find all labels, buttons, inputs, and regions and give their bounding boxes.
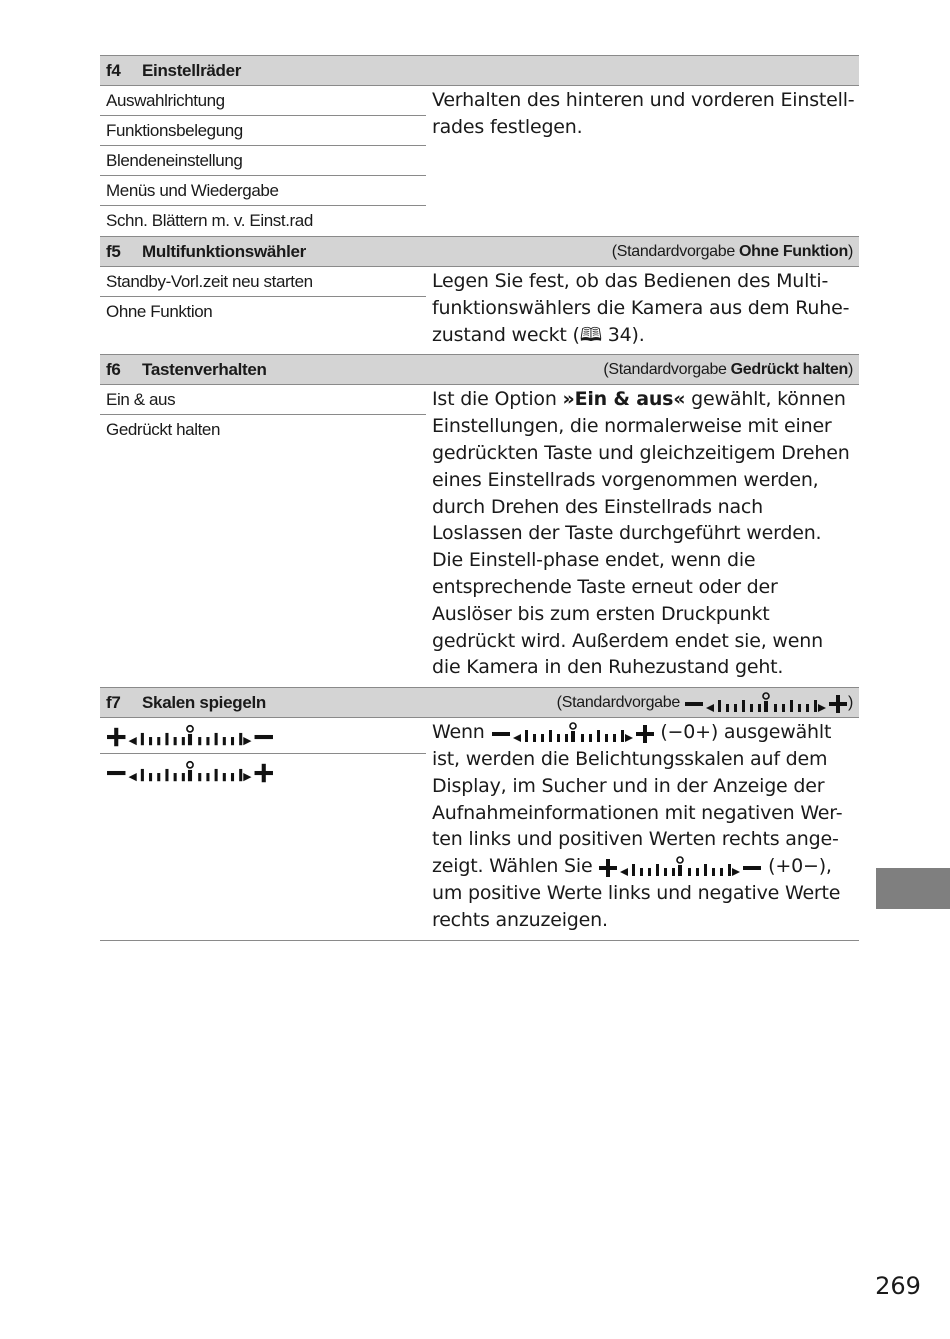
exposure-scale-minus-left-icon <box>106 759 274 785</box>
page-number: 269 <box>875 1272 921 1300</box>
section-header-f7 <box>100 688 859 718</box>
default-setting <box>557 692 853 714</box>
default-label: (Standardvorgabe <box>611 242 735 260</box>
exposure-scale-minus-left-icon <box>491 722 655 744</box>
description-text: Wenn <box>432 721 485 744</box>
section-body-f5 <box>100 267 859 355</box>
section-code: f6 <box>106 359 121 379</box>
description-text: (+0−), um positive Werte links und negative Werte rechts anzuzeigen. <box>432 855 841 931</box>
option-item-plus-left <box>100 718 426 754</box>
option-description: Verhalten des hinteren und vorderen Einstell-rades festlegen. <box>432 89 855 138</box>
default-value: Gedrückt halten <box>730 360 848 378</box>
option-list <box>100 385 426 687</box>
chapter-tab <box>876 868 950 909</box>
section-header-f4 <box>100 56 859 86</box>
option-item: Menüs und Wiedergabe <box>100 176 426 206</box>
description-text: gewählt, können Einstellungen, die normalerweise mit einer gedrückten Taste und gleichzeitigem Drehen eines Einstellrads vorgenommen werden, durch Drehen des Einstellrads nach Loslassen der Taste durchgeführt werden. Die Einstell-phase endet, wenn die entsprechende Taste erneut oder der Auslöser bis zum ersten Druckpunkt gedrückt wird. Außerdem endet sie, wenn die Kamera in den Ruhezustand geht. <box>432 388 850 679</box>
default-setting <box>603 361 853 379</box>
option-item-minus-left <box>100 754 426 790</box>
exposure-scale-minus-left-icon <box>684 692 848 714</box>
option-description: Legen Sie fest, ob das Bedienen des Multi-funktionswählers die Kamera aus dem Ruhe-zustand weckt (🕮 34). <box>432 270 850 346</box>
option-item: Ohne Funktion <box>106 302 213 321</box>
default-label: (Standardvorgabe <box>556 693 680 711</box>
default-value: Ohne Funktion <box>738 242 848 260</box>
option-item: Standby-Vorl.zeit neu starten <box>100 267 426 297</box>
exposure-scale-plus-left-icon <box>598 856 762 878</box>
option-description <box>426 718 859 939</box>
option-item: Ein & aus <box>100 385 426 415</box>
section-header-f5 <box>100 237 859 267</box>
description-text: (−0+) ausgewählt ist, werden die Belichtungsskalen auf dem Display, im Sucher und in der Anzeige der Aufnahmeinformationen mit negativen Wer-ten links und positiven Werten rechts ange-zeigt. Wählen Sie <box>432 721 843 878</box>
default-setting <box>612 243 853 261</box>
default-label: (Standardvorgabe <box>603 360 727 378</box>
default-close: ) <box>847 693 853 711</box>
section-body-f4 <box>100 86 859 237</box>
option-list <box>100 718 426 939</box>
option-item: Blendeneinstellung <box>100 146 426 176</box>
section-header-f6 <box>100 355 859 385</box>
option-description <box>426 385 859 687</box>
section-title: Tastenverhalten <box>142 359 267 379</box>
option-list <box>100 86 426 236</box>
option-list <box>100 267 426 354</box>
section-title: Multifunktionswähler <box>142 241 307 261</box>
option-item: Funktionsbelegung <box>100 116 426 146</box>
section-title: Skalen spiegeln <box>142 692 266 712</box>
option-item: Gedrückt halten <box>106 420 221 440</box>
description-text: Ist die Option <box>432 388 563 411</box>
option-item: Schn. Blättern m. v. Einst.rad <box>106 211 313 230</box>
option-item: Auswahlrichtung <box>100 86 426 116</box>
section-code: f4 <box>106 60 121 80</box>
section-code: f5 <box>106 241 121 261</box>
section-body-f6 <box>100 385 859 688</box>
section-code: f7 <box>106 692 121 712</box>
settings-table <box>100 55 859 941</box>
default-close: ) <box>847 242 853 260</box>
option-name: »Ein & aus« <box>562 388 686 411</box>
section-title: Einstellräder <box>142 60 242 80</box>
default-close: ) <box>847 360 853 378</box>
section-body-f7 <box>100 718 859 940</box>
exposure-scale-plus-left-icon <box>106 723 274 749</box>
